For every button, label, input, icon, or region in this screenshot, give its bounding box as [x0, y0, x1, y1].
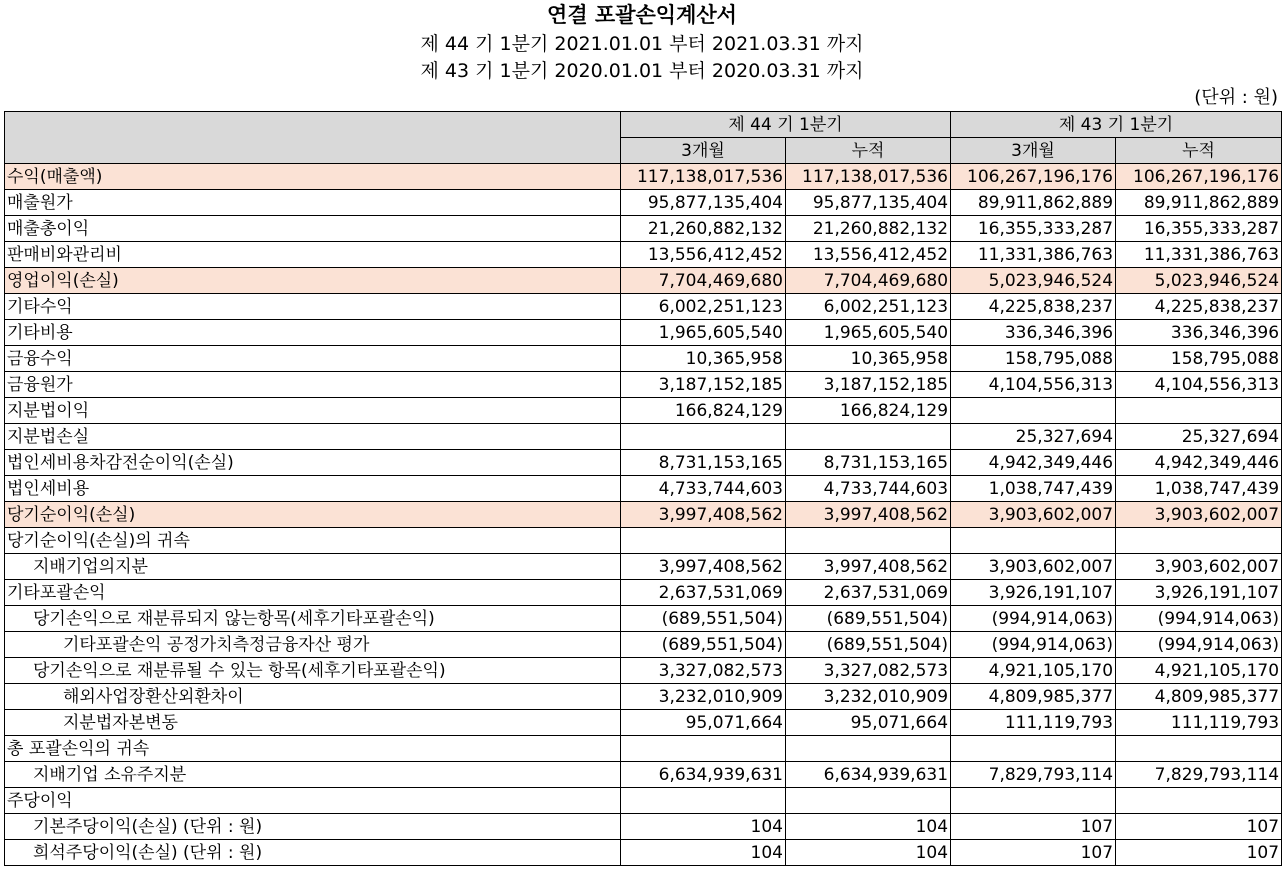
table-row [5, 814, 1282, 840]
header-prior-cumulative: 누적 [1116, 138, 1282, 164]
row-label: 금융수익 [5, 346, 621, 372]
cell-prior-3months: 1,038,747,439 [951, 476, 1116, 502]
cell-prior-cumulative: 4,104,556,313 [1116, 372, 1282, 398]
cell-current-3months: 8,731,153,165 [621, 450, 786, 476]
cell-current-cumulative: 2,637,531,069 [786, 580, 951, 606]
cell-current-3months: 6,002,251,123 [621, 294, 786, 320]
cell-prior-cumulative: 4,921,105,170 [1116, 658, 1282, 684]
table-row [5, 788, 1282, 814]
header-prior-period: 제 43 기 1분기 [951, 112, 1282, 138]
cell-prior-3months: 107 [951, 840, 1116, 866]
cell-prior-cumulative: 107 [1116, 814, 1282, 840]
table-row [5, 450, 1282, 476]
cell-current-3months: 95,877,135,404 [621, 190, 786, 216]
row-label: 법인세비용 [5, 476, 621, 502]
header-current-period: 제 44 기 1분기 [621, 112, 951, 138]
cell-current-3months: 3,997,408,562 [621, 502, 786, 528]
table-row [5, 710, 1282, 736]
row-label: 기타수익 [5, 294, 621, 320]
table-row [5, 684, 1282, 710]
cell-prior-3months: 4,225,838,237 [951, 294, 1116, 320]
cell-prior-3months: 11,331,386,763 [951, 242, 1116, 268]
cell-prior-cumulative: 7,829,793,114 [1116, 762, 1282, 788]
cell-current-cumulative: 117,138,017,536 [786, 164, 951, 190]
table-row [5, 840, 1282, 866]
cell-prior-cumulative: (994,914,063) [1116, 606, 1282, 632]
row-label: 지분법손실 [5, 424, 621, 450]
cell-current-cumulative [786, 424, 951, 450]
row-label: 수익(매출액) [5, 164, 621, 190]
cell-current-3months: 3,232,010,909 [621, 684, 786, 710]
cell-prior-3months: 158,795,088 [951, 346, 1116, 372]
row-label: 판매비와관리비 [5, 242, 621, 268]
cell-current-3months: 3,327,082,573 [621, 658, 786, 684]
cell-current-3months: (689,551,504) [621, 606, 786, 632]
table-row [5, 216, 1282, 242]
row-label: 지분법자본변동 [5, 710, 621, 736]
cell-prior-3months: 5,023,946,524 [951, 268, 1116, 294]
table-row [5, 528, 1282, 554]
cell-current-3months: 1,965,605,540 [621, 320, 786, 346]
cell-prior-cumulative: 5,023,946,524 [1116, 268, 1282, 294]
cell-prior-3months: 336,346,396 [951, 320, 1116, 346]
cell-current-3months: 104 [621, 814, 786, 840]
cell-current-cumulative: 3,327,082,573 [786, 658, 951, 684]
row-label: 총 포괄손익의 귀속 [5, 736, 621, 762]
cell-prior-cumulative: 3,903,602,007 [1116, 554, 1282, 580]
cell-current-3months [621, 424, 786, 450]
cell-current-3months: 7,704,469,680 [621, 268, 786, 294]
statement-title: 연결 포괄손익계산서 [547, 3, 737, 27]
cell-prior-3months [951, 528, 1116, 554]
row-label: 매출총이익 [5, 216, 621, 242]
table-row [5, 476, 1282, 502]
cell-prior-3months [951, 736, 1116, 762]
cell-prior-cumulative: 11,331,386,763 [1116, 242, 1282, 268]
cell-current-cumulative [786, 788, 951, 814]
row-label: 기타포괄손익 공정가치측정금융자산 평가 [5, 632, 621, 658]
cell-prior-cumulative: 107 [1116, 840, 1282, 866]
cell-current-cumulative: 3,232,010,909 [786, 684, 951, 710]
cell-prior-3months: 106,267,196,176 [951, 164, 1116, 190]
row-label: 당기손익으로 재분류되지 않는항목(세후기타포괄손익) [5, 606, 621, 632]
cell-current-cumulative: 8,731,153,165 [786, 450, 951, 476]
cell-current-cumulative: 21,260,882,132 [786, 216, 951, 242]
cell-current-3months [621, 736, 786, 762]
cell-prior-3months: 4,921,105,170 [951, 658, 1116, 684]
cell-prior-cumulative: 16,355,333,287 [1116, 216, 1282, 242]
cell-prior-3months: 107 [951, 814, 1116, 840]
unit-label: (단위 : 원) [1194, 87, 1278, 108]
cell-current-cumulative: 13,556,412,452 [786, 242, 951, 268]
table-row [5, 762, 1282, 788]
cell-current-3months [621, 788, 786, 814]
table-row [5, 398, 1282, 424]
cell-current-3months: 3,187,152,185 [621, 372, 786, 398]
cell-prior-cumulative [1116, 528, 1282, 554]
row-label: 당기순이익(손실)의 귀속 [5, 528, 621, 554]
table-row [5, 580, 1282, 606]
cell-current-cumulative: 7,704,469,680 [786, 268, 951, 294]
cell-prior-3months: 25,327,694 [951, 424, 1116, 450]
cell-current-cumulative: 95,877,135,404 [786, 190, 951, 216]
table-row [5, 320, 1282, 346]
cell-prior-3months: 7,829,793,114 [951, 762, 1116, 788]
cell-current-3months: (689,551,504) [621, 632, 786, 658]
row-label: 당기순이익(손실) [5, 502, 621, 528]
cell-current-3months: 13,556,412,452 [621, 242, 786, 268]
cell-prior-3months: 4,809,985,377 [951, 684, 1116, 710]
row-label: 지배기업의지분 [5, 554, 621, 580]
header-row-periods [5, 112, 1282, 138]
header-current-3months: 3개월 [621, 138, 786, 164]
cell-prior-cumulative: 3,926,191,107 [1116, 580, 1282, 606]
table-row [5, 164, 1282, 190]
row-label: 금융원가 [5, 372, 621, 398]
row-label: 당기손익으로 재분류될 수 있는 항목(세후기타포괄손익) [5, 658, 621, 684]
cell-prior-cumulative [1116, 398, 1282, 424]
cell-current-cumulative: 95,071,664 [786, 710, 951, 736]
row-label: 영업이익(손실) [5, 268, 621, 294]
cell-prior-3months: 4,104,556,313 [951, 372, 1116, 398]
table-row [5, 424, 1282, 450]
current-period-line: 제 44 기 1분기 2021.01.01 부터 2021.03.31 까지 [420, 33, 864, 55]
cell-current-3months: 21,260,882,132 [621, 216, 786, 242]
row-label: 법인세비용차감전순이익(손실) [5, 450, 621, 476]
cell-current-3months: 166,824,129 [621, 398, 786, 424]
cell-prior-cumulative: 3,903,602,007 [1116, 502, 1282, 528]
cell-prior-cumulative: 4,809,985,377 [1116, 684, 1282, 710]
cell-prior-cumulative: 89,911,862,889 [1116, 190, 1282, 216]
header-prior-3months: 3개월 [951, 138, 1116, 164]
table-row [5, 554, 1282, 580]
cell-current-cumulative: 1,965,605,540 [786, 320, 951, 346]
header-current-cumulative: 누적 [786, 138, 951, 164]
cell-prior-cumulative: 25,327,694 [1116, 424, 1282, 450]
cell-current-cumulative: 3,187,152,185 [786, 372, 951, 398]
cell-current-cumulative: 3,997,408,562 [786, 502, 951, 528]
table-row [5, 658, 1282, 684]
cell-current-cumulative: (689,551,504) [786, 606, 951, 632]
cell-prior-3months: 3,926,191,107 [951, 580, 1116, 606]
prior-period-line: 제 43 기 1분기 2020.01.01 부터 2020.03.31 까지 [420, 60, 864, 82]
cell-prior-cumulative [1116, 788, 1282, 814]
row-label: 기타비용 [5, 320, 621, 346]
cell-prior-3months: 16,355,333,287 [951, 216, 1116, 242]
cell-current-cumulative: 3,997,408,562 [786, 554, 951, 580]
cell-prior-cumulative: 158,795,088 [1116, 346, 1282, 372]
cell-prior-cumulative: 4,942,349,446 [1116, 450, 1282, 476]
table-row [5, 502, 1282, 528]
table-row [5, 294, 1282, 320]
table-row [5, 736, 1282, 762]
table-row [5, 268, 1282, 294]
cell-prior-cumulative: 4,225,838,237 [1116, 294, 1282, 320]
table-row [5, 190, 1282, 216]
cell-current-cumulative: 6,002,251,123 [786, 294, 951, 320]
cell-prior-3months: 3,903,602,007 [951, 554, 1116, 580]
cell-prior-3months: (994,914,063) [951, 606, 1116, 632]
cell-prior-3months [951, 788, 1116, 814]
cell-prior-cumulative: 1,038,747,439 [1116, 476, 1282, 502]
cell-current-3months: 3,997,408,562 [621, 554, 786, 580]
income-statement-table [4, 111, 1282, 866]
cell-current-3months: 95,071,664 [621, 710, 786, 736]
cell-prior-3months: 89,911,862,889 [951, 190, 1116, 216]
cell-current-3months: 4,733,744,603 [621, 476, 786, 502]
table-row [5, 632, 1282, 658]
row-label: 매출원가 [5, 190, 621, 216]
table-row [5, 372, 1282, 398]
cell-prior-3months: 111,119,793 [951, 710, 1116, 736]
cell-current-3months: 2,637,531,069 [621, 580, 786, 606]
table-row [5, 346, 1282, 372]
cell-prior-cumulative: 106,267,196,176 [1116, 164, 1282, 190]
row-label: 지배기업 소유주지분 [5, 762, 621, 788]
cell-current-cumulative: 4,733,744,603 [786, 476, 951, 502]
cell-current-3months: 104 [621, 840, 786, 866]
cell-current-cumulative: (689,551,504) [786, 632, 951, 658]
row-label: 주당이익 [5, 788, 621, 814]
cell-current-cumulative: 104 [786, 814, 951, 840]
row-label: 기본주당이익(손실) (단위 : 원) [5, 814, 621, 840]
cell-current-3months [621, 528, 786, 554]
cell-prior-3months: (994,914,063) [951, 632, 1116, 658]
row-label: 희석주당이익(손실) (단위 : 원) [5, 840, 621, 866]
cell-current-3months: 117,138,017,536 [621, 164, 786, 190]
cell-prior-cumulative: (994,914,063) [1116, 632, 1282, 658]
cell-prior-cumulative [1116, 736, 1282, 762]
cell-prior-3months: 3,903,602,007 [951, 502, 1116, 528]
row-label: 지분법이익 [5, 398, 621, 424]
cell-current-cumulative [786, 736, 951, 762]
cell-current-cumulative: 104 [786, 840, 951, 866]
cell-current-3months: 10,365,958 [621, 346, 786, 372]
cell-current-cumulative: 6,634,939,631 [786, 762, 951, 788]
cell-prior-cumulative: 336,346,396 [1116, 320, 1282, 346]
cell-current-cumulative: 10,365,958 [786, 346, 951, 372]
cell-current-cumulative [786, 528, 951, 554]
row-label: 기타포괄손익 [5, 580, 621, 606]
cell-prior-3months [951, 398, 1116, 424]
row-label: 해외사업장환산외환차이 [5, 684, 621, 710]
cell-current-cumulative: 166,824,129 [786, 398, 951, 424]
cell-prior-3months: 4,942,349,446 [951, 450, 1116, 476]
header-corner-cell [5, 112, 621, 164]
cell-current-3months: 6,634,939,631 [621, 762, 786, 788]
cell-prior-cumulative: 111,119,793 [1116, 710, 1282, 736]
table-row [5, 242, 1282, 268]
table-row [5, 606, 1282, 632]
